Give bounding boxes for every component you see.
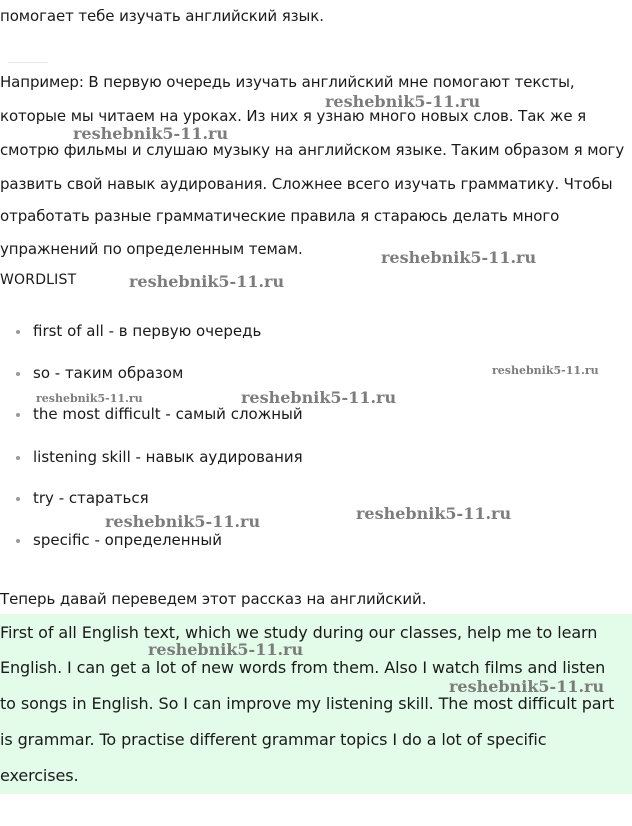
bullet-icon	[16, 539, 20, 543]
translation-line: is grammar. To practise different grammar topics I do a lot of specific	[0, 730, 547, 749]
bullet-icon	[16, 497, 20, 501]
divider	[8, 62, 48, 63]
watermark: reshebnik5-11.ru	[449, 677, 605, 696]
watermark: reshebnik5-11.ru	[381, 248, 537, 267]
list-item-text: try - стараться	[33, 489, 149, 507]
example-line: отработать разные грамматические правила я стараюсь делать много	[0, 207, 560, 225]
bullet-icon	[16, 413, 20, 417]
watermark: reshebnik5-11.ru	[356, 504, 512, 523]
list-item-text: so - таким образом	[33, 364, 184, 382]
example-line: Например: В первую очередь изучать английский мне помогают тексты,	[0, 73, 575, 91]
watermark: reshebnik5-11.ru	[129, 272, 285, 291]
watermark: reshebnik5-11.ru	[148, 640, 304, 659]
watermark: reshebnik5-11.ru	[325, 92, 481, 111]
list-item-text: specific - определенный	[33, 531, 222, 549]
list-item-text: listening skill - навык аудирования	[33, 448, 303, 466]
watermark: reshebnik5-11.ru	[73, 124, 229, 143]
watermark: reshebnik5-11.ru	[105, 512, 261, 531]
intro-text: помогает тебе изучать английский язык.	[0, 7, 324, 25]
translation-line: English. I can get a lot of new words from them. Also I watch films and listen	[0, 658, 606, 677]
watermark: reshebnik5-11.ru	[36, 392, 143, 405]
example-line: упражнений по определенным темам.	[0, 240, 303, 258]
list-item-text: first of all - в первую очередь	[33, 322, 262, 340]
watermark: reshebnik5-11.ru	[241, 388, 397, 407]
example-line: развить свой навык аудирования. Сложнее всего изучать грамматику. Чтобы	[0, 175, 613, 193]
bullet-icon	[16, 456, 20, 460]
translate-prompt: Теперь давай переведем этот рассказ на английский.	[0, 590, 427, 608]
example-line: смотрю фильмы и слушаю музыку на английском языке. Таким образом я могу	[0, 141, 625, 159]
watermark: reshebnik5-11.ru	[492, 364, 599, 377]
list-item-text: the most difficult - самый сложный	[33, 405, 303, 423]
example-line: которые мы читаем на уроках. Из них я узнаю много новых слов. Так же я	[0, 107, 587, 125]
wordlist-heading: WORDLIST	[0, 272, 77, 288]
translation-line: exercises.	[0, 766, 79, 785]
bullet-icon	[16, 372, 20, 376]
translation-box	[0, 614, 632, 794]
bullet-icon	[16, 330, 20, 334]
translation-line: First of all English text, which we study during our classes, help me to learn	[0, 623, 598, 642]
translation-line: to songs in English. So I can improve my listening skill. The most difficult part	[0, 694, 615, 713]
